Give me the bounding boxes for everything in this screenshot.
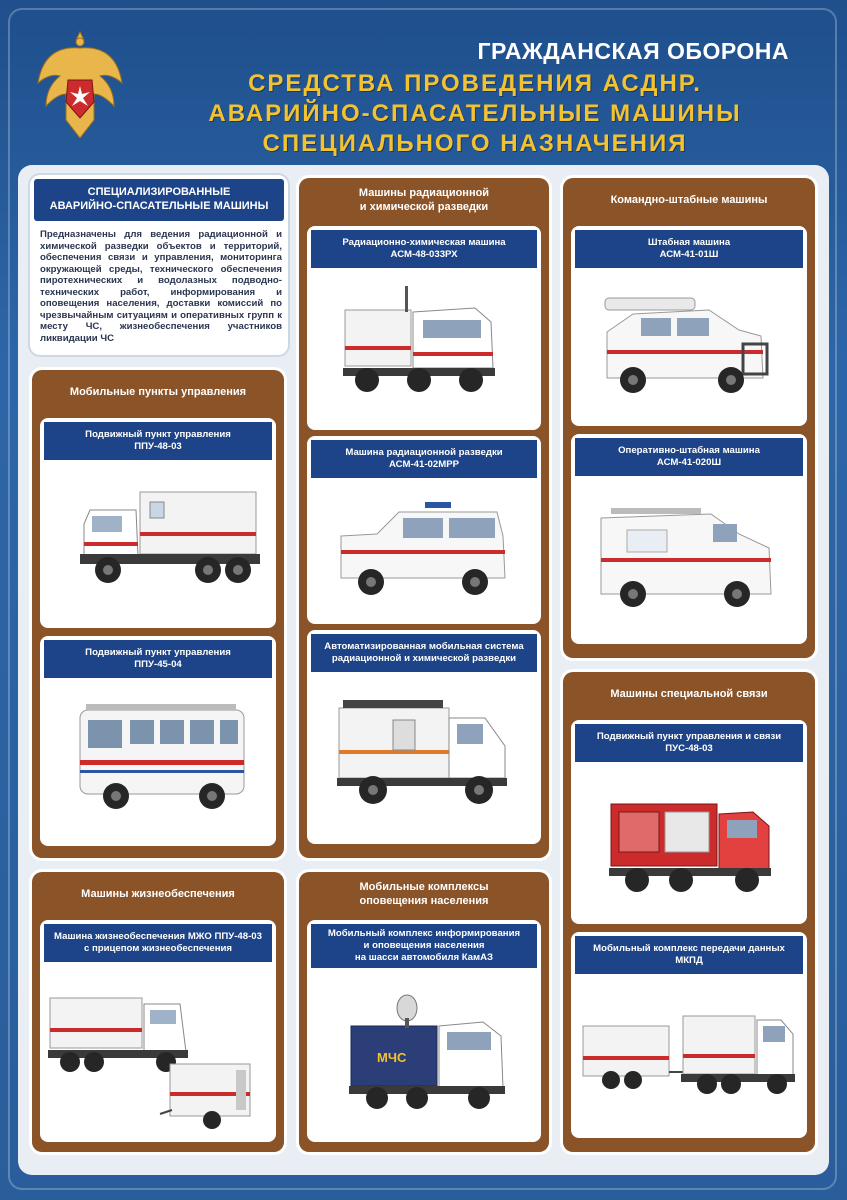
life-support-truck-with-trailer-image <box>40 964 276 1142</box>
vehicle-name: Машина радиационной разведки <box>345 447 503 459</box>
vehicle-card-heading <box>44 924 272 962</box>
communication-truck-image <box>571 764 807 924</box>
section-mobile-control <box>32 370 284 858</box>
section-radiation-title-line1: Машины радиационной <box>358 186 490 199</box>
section-population-warning <box>299 872 549 1152</box>
intro-heading-line2: АВАРИЙНО-СПАСАТЕЛЬНЫЕ МАШИНЫ <box>49 200 269 212</box>
section-life-support <box>32 872 284 1152</box>
vehicle-card-heading <box>575 230 803 268</box>
kamaz-warning-truck-image <box>307 964 541 1136</box>
vehicle-card-ppu-48-03 <box>40 418 276 628</box>
intro-heading <box>34 179 284 221</box>
section-command-title: Командно-штабные машины <box>610 193 768 206</box>
vehicle-card-heading <box>311 230 537 268</box>
section-warning-title-line1: Мобильные комплексы <box>359 880 489 893</box>
vehicle-card-heading <box>575 936 803 974</box>
vehicle-card-pus-48-03 <box>571 720 807 924</box>
vehicle-name: Машина жизнеобеспечения МЖО ППУ-48-03 <box>54 931 262 943</box>
vehicle-name: Подвижный пункт управления <box>85 429 231 441</box>
vehicle-name: Штабная машина <box>647 237 731 249</box>
uaz-suv-image <box>307 480 541 624</box>
gazelle-staff-van-image <box>571 478 807 644</box>
vehicle-card-warning-complex <box>307 920 541 1142</box>
vehicle-card-heading <box>311 634 537 672</box>
vehicle-name: Автоматизированная мобильная система <box>324 641 524 653</box>
intro-description: Предназначены для ведения радиационной и химической разведки объектов и территорий, обеспечения связи и управления, мониторинга окружающей среды, технического обеспечения пиротехнических и водолазных подводно-технических работ, информирования и оповещения населения, доставки комиссий по чрезвычайным ситуациям и оперативных групп к месту ЧС, жизнеобеспечения участников ликвидации ЧС <box>40 229 282 344</box>
vehicle-card-heading <box>311 924 537 968</box>
data-transmission-truck-with-trailer-image <box>571 976 807 1138</box>
vehicle-model: АСМ-48-033РХ <box>390 249 458 260</box>
section-communication-title: Машины специальной связи <box>610 687 768 700</box>
section-command-staff <box>563 178 815 658</box>
vehicle-card-mkpd <box>571 932 807 1138</box>
vehicle-card-heading <box>575 438 803 476</box>
section-warning-title-line2: оповещения населения <box>359 895 489 907</box>
vehicle-model: ПУС-48-03 <box>665 743 713 754</box>
vehicle-model: с прицепом жизнеобеспечения <box>83 943 233 954</box>
vehicle-name: Подвижный пункт управления и связи <box>596 731 782 743</box>
vehicle-card-mzho-ppu-48-03 <box>40 920 276 1142</box>
warning-truck-emblem-text: МЧС <box>377 1050 407 1065</box>
vehicle-card-heading <box>44 422 272 460</box>
radiation-chemical-truck-image <box>307 270 541 430</box>
section-radiation-title <box>299 178 549 222</box>
vehicle-name: Подвижный пункт управления <box>85 647 231 659</box>
vehicle-name-line2: и оповещения населения <box>363 940 485 951</box>
automated-reconnaissance-vehicle-image <box>307 674 541 844</box>
vehicle-name: Мобильный комплекс информирования <box>327 928 521 940</box>
intro-panel <box>30 175 288 355</box>
vehicle-card-asm-41-02mrr <box>307 436 541 624</box>
vehicle-model: ППУ-45-04 <box>134 659 182 670</box>
vehicle-model: ППУ-48-03 <box>134 441 182 452</box>
paz-bus-image <box>40 680 276 846</box>
vehicle-name: Оперативно-штабная машина <box>618 445 760 457</box>
section-life-support-title: Машины жизнеобеспечения <box>81 887 235 900</box>
vehicle-chassis: на шасси автомобиля КамАЗ <box>354 951 494 963</box>
poster-subtitle-line1: СРЕДСТВА ПРОВЕДЕНИЯ АСДНР. <box>248 70 702 97</box>
poster-subtitle-line3: СПЕЦИАЛЬНОГО НАЗНАЧЕНИЯ <box>262 130 688 157</box>
vehicle-card-heading <box>44 640 272 678</box>
vehicle-card-asm-41-020sh <box>571 434 807 644</box>
niva-staff-car-image <box>571 270 807 426</box>
vehicle-model: АСМ-41-01Ш <box>659 249 719 260</box>
section-warning-title <box>299 872 549 916</box>
poster-subtitle-line2: АВАРИЙНО-СПАСАТЕЛЬНЫЕ МАШИНЫ <box>208 100 742 127</box>
vehicle-card-asm-48-033rh <box>307 226 541 430</box>
vehicle-card-heading <box>311 440 537 478</box>
mchs-emblem-icon <box>36 28 124 148</box>
vehicle-card-automated-mobile-system <box>307 630 541 844</box>
vehicle-model: АСМ-41-02МРР <box>388 459 459 470</box>
section-special-communication <box>563 672 815 1152</box>
section-mobile-control-title: Мобильные пункты управления <box>69 385 247 398</box>
vehicle-model: радиационной и химической разведки <box>331 653 517 664</box>
vehicle-card-heading <box>575 724 803 762</box>
vehicle-model: АСМ-41-020Ш <box>656 457 722 468</box>
vehicle-model: МКПД <box>675 955 703 966</box>
vehicle-card-ppu-45-04 <box>40 636 276 846</box>
section-radiation-title-line2: и химической разведки <box>359 201 489 213</box>
vehicle-name: Радиационно-химическая машина <box>342 237 506 249</box>
intro-heading-line1: СПЕЦИАЛИЗИРОВАННЫЕ <box>87 186 231 199</box>
poster-title: ГРАЖДАНСКАЯ ОБОРОНА <box>477 38 789 64</box>
vehicle-card-asm-41-01sh <box>571 226 807 426</box>
vehicle-name: Мобильный комплекс передачи данных <box>593 943 785 955</box>
kamaz-van-truck-image <box>40 462 276 628</box>
section-radiation-reconnaissance <box>299 178 549 858</box>
